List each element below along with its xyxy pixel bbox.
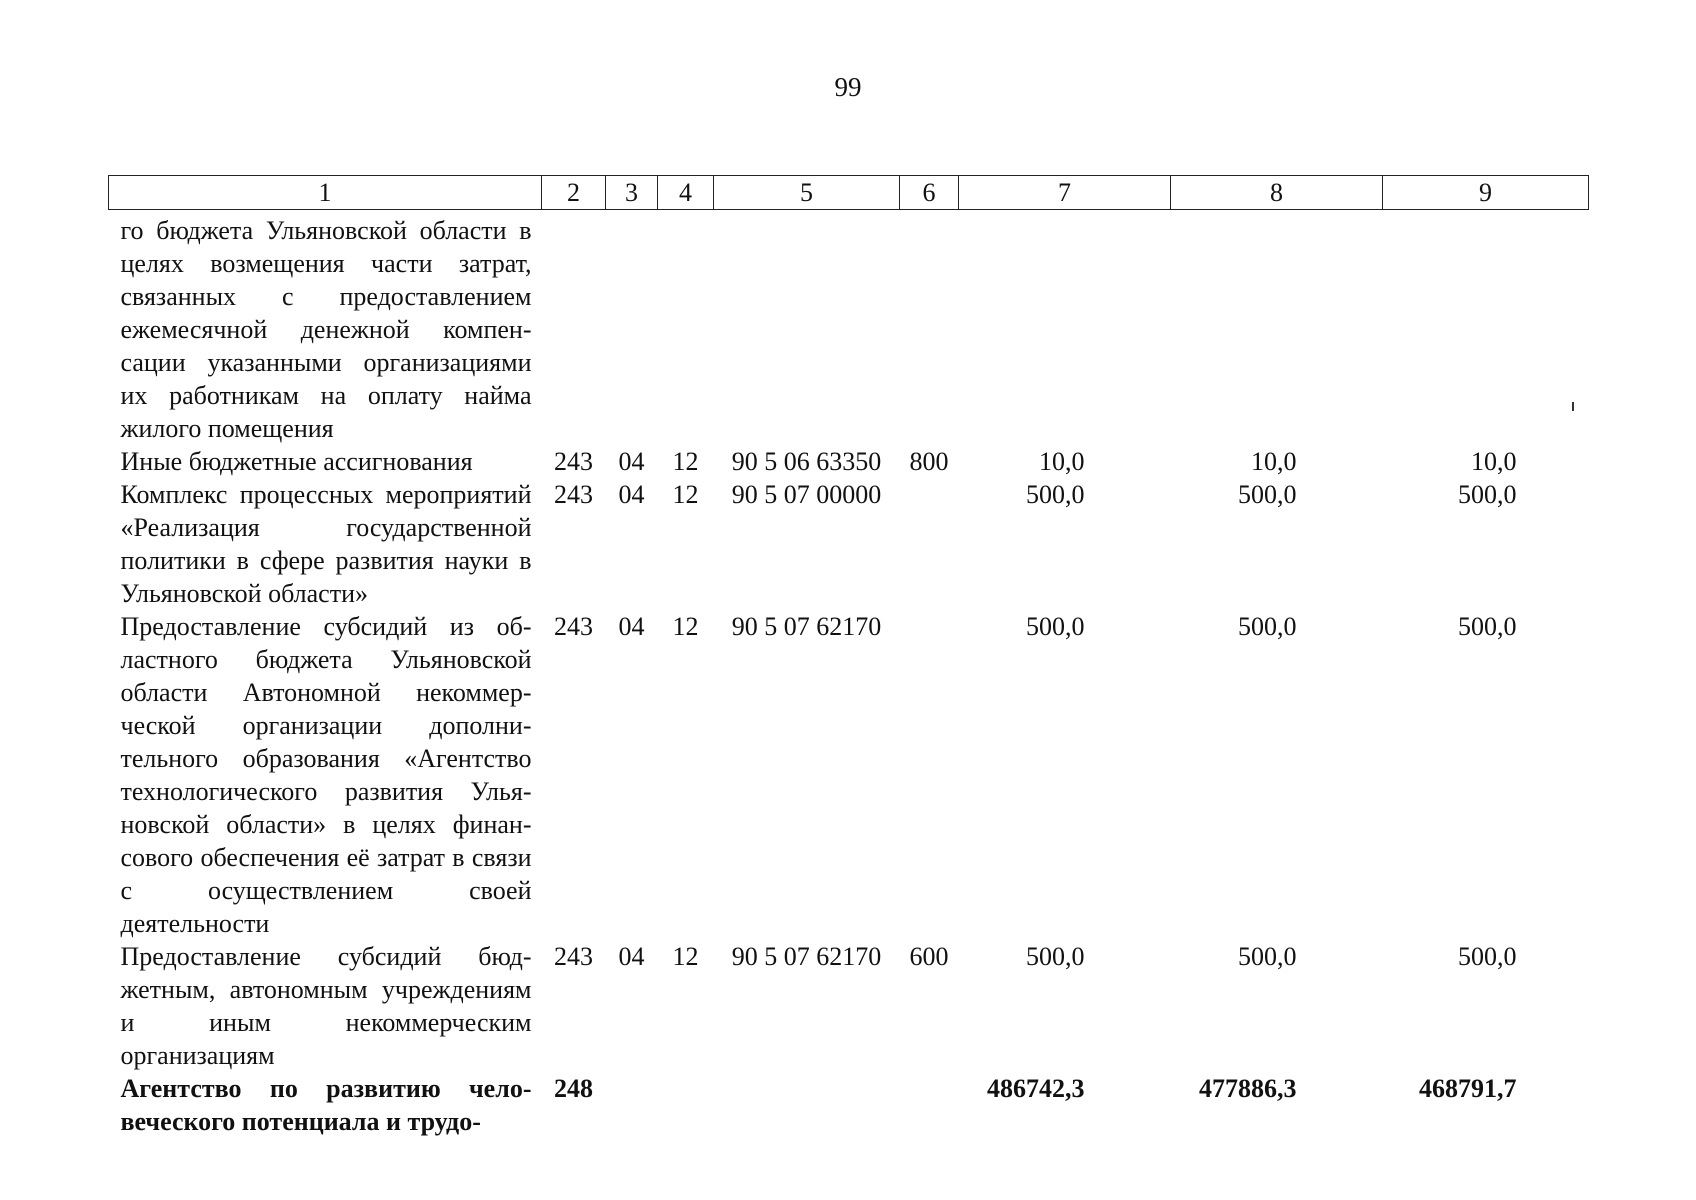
cell-amount-year2: 500,0: [1238, 942, 1297, 971]
cell-expense-type: [900, 478, 959, 610]
table-row: [109, 210, 1589, 446]
table-row: [109, 610, 1589, 940]
cell-amount-year2: [1171, 210, 1383, 446]
cell-amount-year1: [959, 210, 1171, 446]
cell-target-article: [714, 210, 900, 446]
cell-amount-year2: 477886,3: [1199, 1074, 1297, 1103]
row-description: Иные бюджетные ассигнования: [120, 447, 473, 476]
cell-amount-year1: 10,0: [1039, 447, 1085, 476]
cell-amount-year3: 500,0: [1458, 942, 1517, 971]
cell-target-article: 90 5 07 62170: [731, 612, 882, 641]
row-description: Агентство по развитию человеческого потенциала и трудо-: [120, 1074, 532, 1136]
cell-subsection: 12: [672, 447, 699, 476]
cell-amount-year1: 486742,3: [987, 1074, 1085, 1103]
cell-ministry-code: [542, 210, 606, 446]
cell-section: 04: [618, 942, 645, 971]
cell-expense-type: [900, 610, 959, 940]
cell-amount-year2: 500,0: [1238, 480, 1297, 509]
cell-subsection: 12: [672, 480, 699, 509]
cell-section: 04: [618, 480, 645, 509]
cell-section: 04: [618, 447, 645, 476]
cell-subsection: 12: [672, 612, 699, 641]
table-row: [109, 478, 1589, 610]
row-description: Предоставление субсидий бюджетным, автономным учреждениям и иным некоммерческим организациям: [120, 942, 532, 1070]
table-row: [109, 1072, 1589, 1138]
cell-expense-type: [900, 1072, 959, 1138]
cell-amount-year3: 500,0: [1458, 480, 1517, 509]
row-description: Предоставление субсидий из областного бюджета Ульяновской области Автономной некоммерческой организации дополнительного образования «Агентство технологического развития Ульяновской области» в целях финансового обеспечения её затрат в связи с осуществлением своей деятельности: [120, 612, 532, 938]
cell-expense-type: 800: [909, 447, 949, 476]
cell-section: [606, 1072, 658, 1138]
header-row: [109, 176, 1589, 210]
scan-mark: [1572, 402, 1574, 411]
cell-section: 04: [618, 612, 645, 641]
cell-ministry-code: 248: [554, 1074, 593, 1103]
budget-table: [108, 175, 1589, 1138]
column-header: 7: [959, 176, 1171, 210]
cell-target-article: [714, 1072, 900, 1138]
column-header: 3: [606, 176, 658, 210]
cell-subsection: [658, 1072, 714, 1138]
row-description: го бюджета Ульяновской области в целях возмещения части затрат, связанных с предоставлением ежемесячной денежной компенсации указанными организациями их работникам на оплату найма жилого помещения: [120, 216, 532, 443]
cell-ministry-code: 243: [554, 480, 593, 509]
cell-target-article: 90 5 06 63350: [731, 447, 882, 476]
cell-amount-year3: 468791,7: [1419, 1074, 1517, 1103]
cell-amount-year2: 10,0: [1251, 447, 1297, 476]
cell-amount-year1: 500,0: [1026, 480, 1085, 509]
cell-expense-type: 600: [909, 942, 949, 971]
cell-target-article: 90 5 07 00000: [731, 480, 882, 509]
column-header: 2: [542, 176, 606, 210]
cell-amount-year2: 500,0: [1238, 612, 1297, 641]
cell-amount-year1: 500,0: [1026, 612, 1085, 641]
cell-amount-year3: [1383, 210, 1589, 446]
column-header: 8: [1171, 176, 1383, 210]
column-header: 1: [109, 176, 542, 210]
cell-ministry-code: 243: [554, 942, 593, 971]
cell-target-article: 90 5 07 62170: [731, 942, 882, 971]
cell-subsection: [658, 210, 714, 446]
cell-subsection: 12: [672, 942, 699, 971]
cell-ministry-code: 243: [554, 447, 593, 476]
page-number: 99: [834, 72, 862, 102]
table-row: [109, 940, 1589, 1072]
cell-ministry-code: 243: [554, 612, 593, 641]
cell-amount-year3: 10,0: [1471, 447, 1517, 476]
column-header: 5: [714, 176, 900, 210]
cell-amount-year3: 500,0: [1458, 612, 1517, 641]
table-row: [109, 445, 1589, 478]
cell-expense-type: [900, 210, 959, 446]
column-header: 4: [658, 176, 714, 210]
column-header: 6: [900, 176, 959, 210]
cell-section: [606, 210, 658, 446]
row-description: Комплекс процессных мероприятий «Реализация государственной политики в сфере развития науки в Ульяновской области»: [120, 480, 532, 608]
column-header: 9: [1383, 176, 1589, 210]
cell-amount-year1: 500,0: [1026, 942, 1085, 971]
